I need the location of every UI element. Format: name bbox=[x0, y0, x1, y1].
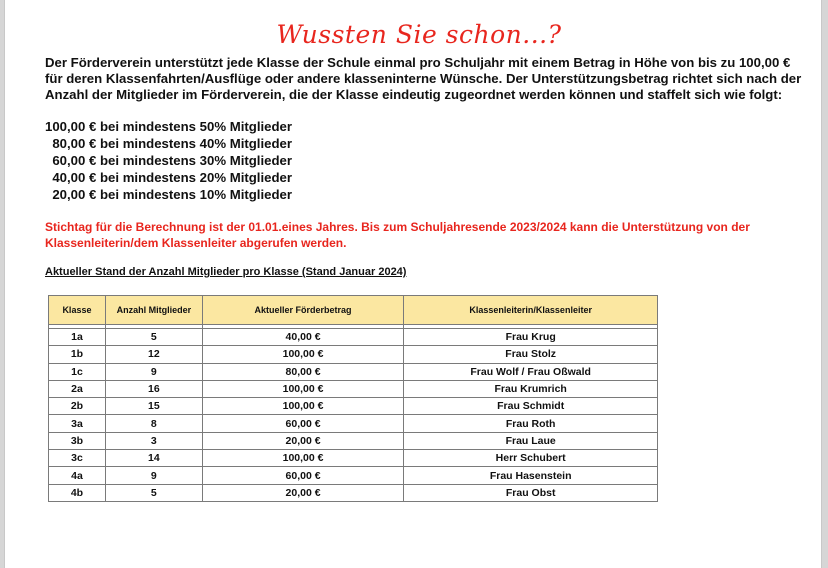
cell-teacher: Herr Schubert bbox=[404, 450, 658, 467]
cell-teacher: Frau Wolf / Frau Oßwald bbox=[404, 363, 658, 380]
cell-teacher: Frau Krumrich bbox=[404, 380, 658, 397]
cell-members: 15 bbox=[105, 398, 202, 415]
cell-teacher: Frau Obst bbox=[404, 484, 658, 501]
cell-class: 1a bbox=[49, 329, 106, 346]
header-class-teacher: Klassenleiterin/Klassenleiter bbox=[404, 296, 658, 325]
table-row bbox=[49, 467, 658, 484]
cell-teacher: Frau Roth bbox=[404, 415, 658, 432]
cell-members: 5 bbox=[105, 484, 202, 501]
deadline-notice: Stichtag für die Berechnung ist der 01.01.eines Jahres. Bis zum Schuljahresende 2023/2024 kann die Unterstützung von der Klassenleiterin/dem Klassenleiter abgerufen werden. bbox=[45, 220, 750, 250]
header-class: Klasse bbox=[49, 296, 106, 325]
table-row bbox=[49, 380, 658, 397]
cell-amount: 100,00 € bbox=[202, 450, 404, 467]
cell-members: 16 bbox=[105, 380, 202, 397]
cell-members: 14 bbox=[105, 450, 202, 467]
cell-amount: 20,00 € bbox=[202, 432, 404, 449]
cell-amount: 60,00 € bbox=[202, 415, 404, 432]
cell-members: 9 bbox=[105, 363, 202, 380]
cell-members: 12 bbox=[105, 346, 202, 363]
document-page bbox=[4, 0, 822, 568]
table-heading: Aktueller Stand der Anzahl Mitglieder pro Klasse (Stand Januar 2024) bbox=[45, 266, 407, 278]
table-row bbox=[49, 346, 658, 363]
cell-amount: 20,00 € bbox=[202, 484, 404, 501]
table-row bbox=[49, 329, 658, 346]
scale-item: 60,00 € bei mindestens 30% Mitglieder bbox=[45, 153, 292, 168]
cell-class: 1c bbox=[49, 363, 106, 380]
scale-item: 20,00 € bei mindestens 10% Mitglieder bbox=[45, 187, 292, 202]
funding-scale-list bbox=[45, 118, 292, 203]
cell-members: 3 bbox=[105, 432, 202, 449]
header-member-count: Anzahl Mitglieder bbox=[105, 296, 202, 325]
cell-teacher: Frau Stolz bbox=[404, 346, 658, 363]
scale-item: 40,00 € bei mindestens 20% Mitglieder bbox=[45, 170, 292, 185]
cell-class: 2a bbox=[49, 380, 106, 397]
cell-amount: 80,00 € bbox=[202, 363, 404, 380]
table-row bbox=[49, 415, 658, 432]
cell-class: 2b bbox=[49, 398, 106, 415]
page-title: Wussten Sie schon...? bbox=[276, 20, 562, 49]
cell-members: 5 bbox=[105, 329, 202, 346]
cell-amount: 40,00 € bbox=[202, 329, 404, 346]
cell-class: 3b bbox=[49, 432, 106, 449]
scale-item: 100,00 € bei mindestens 50% Mitglieder bbox=[45, 119, 293, 134]
membership-table bbox=[48, 295, 658, 502]
cell-amount: 100,00 € bbox=[202, 380, 404, 397]
cell-members: 8 bbox=[105, 415, 202, 432]
table-row bbox=[49, 432, 658, 449]
cell-class: 3a bbox=[49, 415, 106, 432]
intro-paragraph: Der Förderverein unterstützt jede Klasse der Schule einmal pro Schuljahr mit einem Betrag in Höhe von bis zu 100,00 € für deren Klassenfahrten/Ausflüge oder andere klasseninterne Wünsche. Der Unterstützungsbetrag richtet sich nach der Anzahl der Mitglieder im Förderverein, die der Klasse eindeutig zugeordnet werden können und staffelt sich wie folgt: bbox=[45, 55, 802, 102]
cell-members: 9 bbox=[105, 467, 202, 484]
cell-teacher: Frau Laue bbox=[404, 432, 658, 449]
cell-teacher: Frau Hasenstein bbox=[404, 467, 658, 484]
table-header-row bbox=[49, 296, 658, 325]
table-row bbox=[49, 450, 658, 467]
cell-class: 4b bbox=[49, 484, 106, 501]
cell-class: 3c bbox=[49, 450, 106, 467]
table-row bbox=[49, 363, 658, 380]
cell-class: 1b bbox=[49, 346, 106, 363]
table-row bbox=[49, 484, 658, 501]
cell-amount: 100,00 € bbox=[202, 346, 404, 363]
table-row bbox=[49, 398, 658, 415]
cell-teacher: Frau Krug bbox=[404, 329, 658, 346]
cell-teacher: Frau Schmidt bbox=[404, 398, 658, 415]
cell-amount: 100,00 € bbox=[202, 398, 404, 415]
cell-amount: 60,00 € bbox=[202, 467, 404, 484]
cell-class: 4a bbox=[49, 467, 106, 484]
header-funding-amount: Aktueller Förderbetrag bbox=[202, 296, 404, 325]
scale-item: 80,00 € bei mindestens 40% Mitglieder bbox=[45, 136, 292, 151]
